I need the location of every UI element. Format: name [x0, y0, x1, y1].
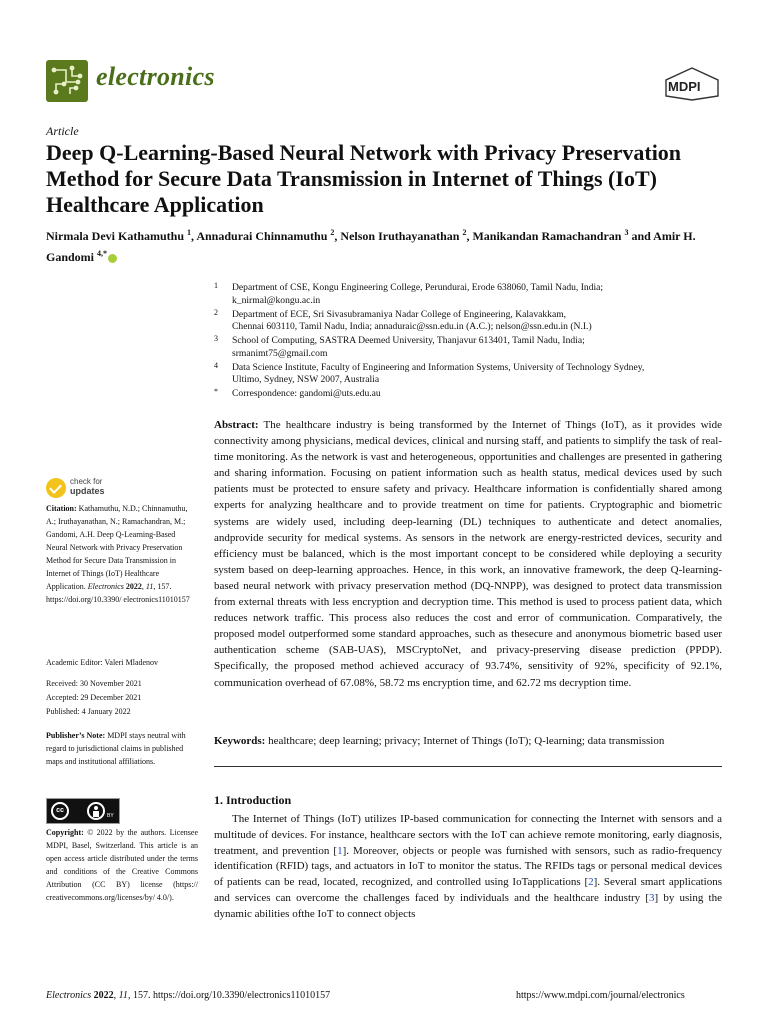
- citation-journal: Electronics: [87, 582, 124, 591]
- author-affiliation-number: 3: [624, 228, 629, 237]
- citation-pages[interactable]: , 157. https://doi.org/10.3390/ electronics11010157: [46, 582, 190, 604]
- circuit-icon: [46, 60, 88, 102]
- citation-text: Kathamuthu, N.D.; Chinnamuthu, A.; Iruthayanathan, N.; Ramachandran, M.; Gandomi, A.H. Deep Q-Learning-Based Neural Network with Privacy Preservation Method for Secure Data Transmission in Internet of Things (IoT) Healthcare Application.: [46, 504, 188, 591]
- footer-year: 2022: [93, 990, 114, 1001]
- author-list: [46, 224, 736, 266]
- copyright: [46, 826, 198, 904]
- journal-logo: [46, 60, 88, 102]
- cc-by-label: BY: [107, 813, 114, 819]
- accepted-date: Accepted: 29 December 2021: [46, 693, 142, 702]
- author-name[interactable]: Nelson Iruthayanathan: [340, 229, 463, 243]
- author-affiliation-number: 4,*: [97, 249, 108, 258]
- affiliation-number: 4: [214, 360, 218, 370]
- copyright-label: Copyright:: [46, 828, 84, 837]
- attribution-icon: [87, 802, 105, 820]
- author-affiliation-number: 1: [187, 228, 191, 237]
- footer-volume: 11: [118, 990, 128, 1001]
- cc-license-badge[interactable]: [46, 798, 120, 824]
- publisher-note: [46, 729, 198, 768]
- affiliation-text: School of Computing, SASTRA Deemed University, Thanjavur 613401, Tamil Nadu, India; srmanimt75@gmail.com: [232, 335, 585, 359]
- copyright-text: © 2022 by the authors. Licensee MDPI, Basel, Switzerland. This article is an open access article distributed under the terms and conditions of the Creative Commons Attribution (CC BY) license (https:// creativecommons.org/licenses/by/ 4.0/).: [46, 828, 199, 902]
- citation-label: Citation:: [46, 504, 77, 513]
- paragraph-text: ]. Several smart applications and services can overcome the challenges faced by individuals and the healthcare industry [: [214, 876, 722, 904]
- reference-link[interactable]: 2: [588, 876, 594, 889]
- footer-journal-url[interactable]: https://www.mdpi.com/journal/electronics: [516, 990, 685, 1001]
- article-type: Article: [46, 124, 79, 138]
- abstract-text: The healthcare industry is being transformed by the Internet of Things (IoT), as it provides wide connectivity among physicians, medical devices, clinical and nursing staff, and patients to simplify the task of real-time monitoring. As the network is vast and heterogeneous, opportunities and challenges are presented in gathering and sharing information. Focusing on patient information such as health status, medical devices used by such patients must be protected to ensure safety and privacy. Healthcare information is confidentially shared among experts for analyzing healthcare and to provide treatment on time for patients. Cryptographic and biometric systems are widely used, including deep-learning (DL) techniques to authenticate and detect anomalies, andprovide security for medical systems. As sensors in the network are energy-restricted devices, security and efficiency must be balanced, which is the most important concept to be considered while deploying a security system based on deep-learning approaches. Hence, in this work, an innovative framework, the deep Q-learning-based neural network with privacy preservation method (DQ-NNPP), was designed to protect data transmission from external threats with less encryption and decryption time. This method is used to process patient data, which reduces network traffic. This process also reduces the cost and error of communication. Comparatively, the proposed model outperformed some standard approaches, such as thesecure and anonymous biometric based user authentication scheme (SAB-UAS), MSCryptoNet, and privacy-preserving disease prediction (PPDP). Specifically, the proposed method achieved accuracy of 93.74%, sensitivity of 92%, specificity of 92.1%, communication overhead of 67.08%, 58.72 ms encryption time, and 62.72 ms decryption time.: [214, 419, 722, 689]
- author-name[interactable]: Annadurai Chinnamuthu: [196, 229, 331, 243]
- publisher-name: MDPI: [668, 79, 701, 94]
- footer-journal: Electronics: [46, 990, 92, 1001]
- affiliation-number: 3: [214, 334, 218, 343]
- author-separator: ,: [191, 229, 197, 243]
- footer-citation: Electronics 2022, 11, 157. https://doi.org/10.3390/electronics11010157: [46, 990, 331, 1001]
- article-title: Deep Q-Learning-Based Neural Network with Privacy Preservation Method for Secure Data Transmission in Internet of Things (IoT) Healthcare Application: [46, 140, 682, 217]
- published-date: Published: 4 January 2022: [46, 707, 131, 716]
- divider: [214, 766, 722, 767]
- author-name[interactable]: Manikandan Ramachandran: [472, 229, 625, 243]
- section-heading: 1. Introduction: [214, 793, 292, 807]
- citation-volume: 11: [145, 582, 154, 591]
- publisher-note-label: Publisher’s Note:: [46, 731, 106, 740]
- paragraph-text: ] by using the dynamic abilities ofthe IoT to connect objects: [214, 891, 722, 920]
- check-updates-line2[interactable]: updates: [70, 486, 105, 496]
- introduction-paragraph: [214, 812, 722, 923]
- author-affiliation-number: 2: [462, 228, 467, 237]
- abstract: [214, 417, 722, 691]
- author-name[interactable]: Amir H. Gandomi: [46, 229, 696, 264]
- reference-link[interactable]: 3: [649, 891, 655, 904]
- received-date: Received: 30 November 2021: [46, 679, 142, 688]
- reference-link[interactable]: 1: [337, 844, 343, 857]
- keywords-label: Keywords:: [214, 735, 266, 747]
- creative-commons-icon: cc: [51, 802, 69, 820]
- check-for-updates-icon[interactable]: [46, 478, 66, 498]
- orcid-icon[interactable]: [108, 254, 117, 263]
- affiliation-text: Data Science Institute, Faculty of Engineering and Information Systems, University of Technology Sydney, Ultimo, Sydney, NSW 2007, Australia: [232, 361, 645, 385]
- check-updates-line1[interactable]: check for: [70, 477, 103, 486]
- paragraph-text: The Internet of Things (IoT) utilizes IP-based communication for connecting the Internet with sensors and a multitude of devices. For instance, healthcare sectors with the IoT can achieve remote monitoring, early diagnosis, treatment, and prevention [: [214, 813, 722, 857]
- paragraph-text: ]. Moreover, objects or people was furnished with sensors, such as radio-frequency identification (RFID) tags, and actuators in IoT to monitor the status. The RFIDs tags or personal medical devices of patients can be read, located, recognized, and controlled using IoTapplications [: [214, 844, 722, 889]
- keywords-text: healthcare; deep learning; privacy; Internet of Things (IoT); Q-learning; data transmission: [268, 735, 665, 747]
- author-separator: ,: [334, 229, 341, 243]
- keywords: [214, 733, 722, 749]
- journal-name: electronics: [96, 62, 215, 91]
- academic-editor: Academic Editor: Valeri Mladenov: [46, 658, 159, 667]
- abstract-label: Abstract:: [214, 419, 259, 431]
- publisher-note-text: MDPI stays neutral with regard to jurisdictional claims in published maps and institutional affiliations.: [46, 731, 186, 766]
- author-name[interactable]: Nirmala Devi Kathamuthu: [46, 229, 187, 243]
- affiliation-number: 2: [214, 307, 218, 317]
- author-affiliation-number: 2: [330, 228, 335, 237]
- affiliation-text: Correspondence: gandomi@uts.edu.au: [232, 388, 381, 399]
- citation-year: 2022: [125, 582, 142, 591]
- affiliation-number: *: [214, 387, 218, 396]
- author-separator: ,: [466, 229, 473, 243]
- citation: Citation: Kathamuthu, N.D.; Chinnamuthu, A.; Iruthayanathan, N.; Ramachandran, M.; Gandomi, A.H. Deep Q-Learning-Based Neural Network with Privacy Preservation Method for Secure Data Transmission in Internet of Things (IoT) Healthcare Application. Electronics 2022, 11, 157. https://doi.org/10.3390/ electronics11010157: [46, 504, 190, 604]
- affiliation-text: Department of CSE, Kongu Engineering College, Perundurai, Erode 638060, Tamil Nadu, India; k_nirmal@kongu.ac.in: [232, 282, 604, 306]
- affiliation-number: 1: [214, 281, 218, 290]
- affiliation-text: Department of ECE, Sri Sivasubramaniya Nadar College of Engineering, Kalavakkam, Chennai 603110, Tamil Nadu, India; annaduraic@ssn.edu.in (A.C.); nelson@ssn.edu.in (N.I.): [232, 308, 592, 332]
- footer-doi[interactable]: , 157. https://doi.org/10.3390/electronics11010157: [127, 990, 331, 1001]
- author-separator: and: [628, 229, 654, 243]
